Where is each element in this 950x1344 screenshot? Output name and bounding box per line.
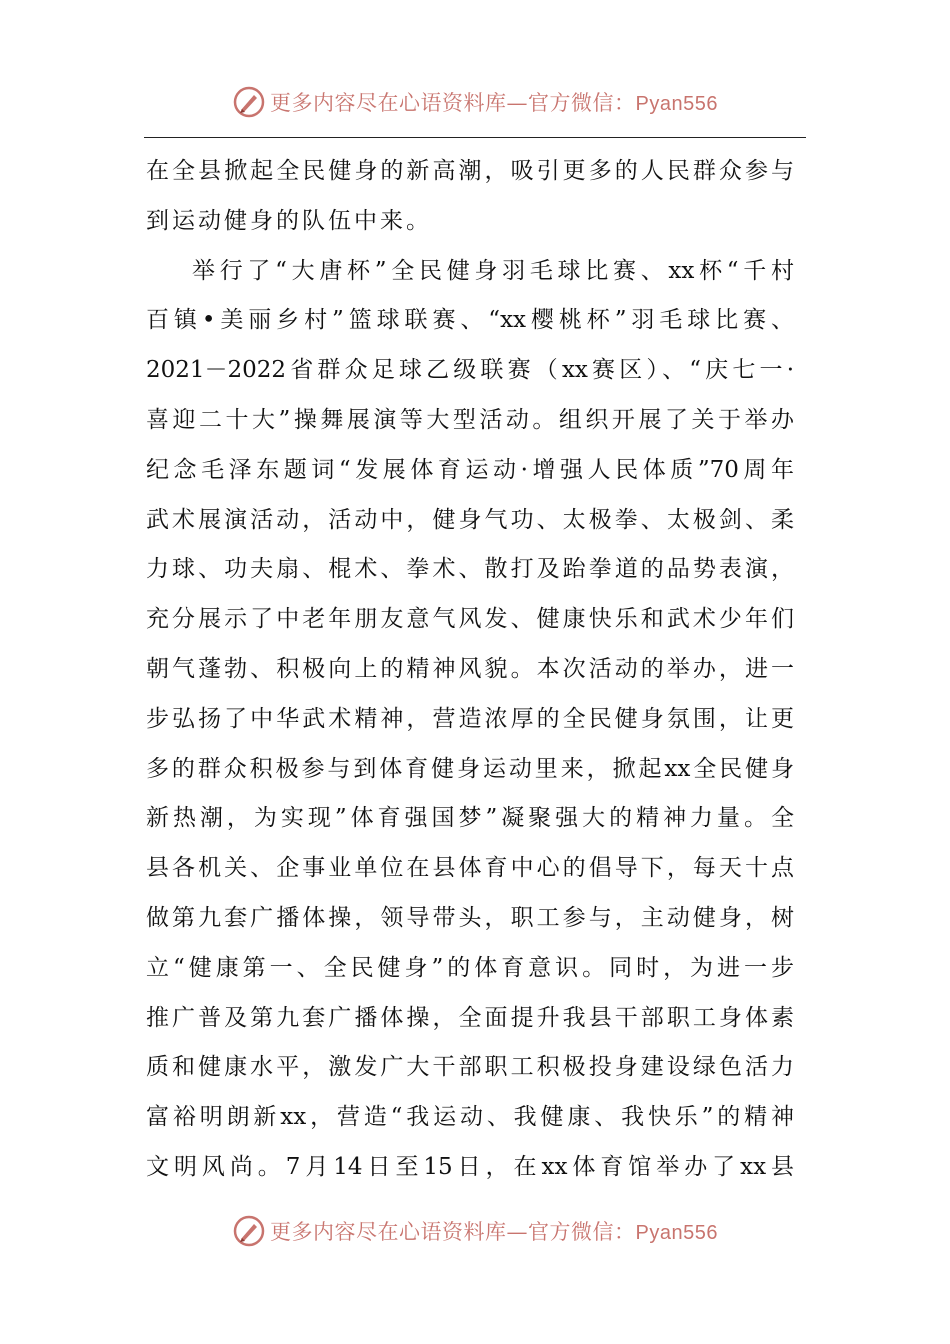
text-line: 百镇•美丽乡村”篮球联赛、“xx樱桃杯”羽毛球比赛、 <box>146 307 794 334</box>
text-line: 力球、功夫扇、棍术、拳术、散打及跆拳道的品势表演， <box>146 556 794 583</box>
paragraph-2 <box>146 247 794 1193</box>
paragraph-1 <box>146 147 794 247</box>
pen-logo-icon <box>232 85 266 119</box>
text-line: 到运动健身的队伍中来。 <box>146 207 432 234</box>
text-line: 喜迎二十大”操舞展演等大型活动。组织开展了关于举办 <box>146 406 794 433</box>
text-line: 朝气蓬勃、积极向上的精神风貌。本次活动的举办，进一 <box>146 655 794 682</box>
text-line: 富裕明朗新xx，营造“我运动、我健康、我快乐”的精神 <box>146 1104 794 1131</box>
text-line: 新热潮，为实现”体育强国梦”凝聚强大的精神力量。全 <box>146 805 794 832</box>
text-line: 推广普及第九套广播体操，全面提升我县干部职工身体素 <box>146 1004 794 1031</box>
header-wechat-id: Pyan556 <box>635 93 718 115</box>
text-line: 在全县掀起全民健身的新高潮，吸引更多的人民群众参与 <box>146 158 794 184</box>
text-line: 县各机关、企事业单位在县体育中心的倡导下，每天十点 <box>146 855 794 882</box>
footer-watermark <box>0 1209 950 1253</box>
text-line: 立“健康第一、全民健身”的体育意识。同时，为进一步 <box>146 954 794 981</box>
header-watermark-text: 更多内容尽在心语资料库—官方微信：Pyan556 <box>270 91 718 115</box>
text-line: 步弘扬了中华武术精神，营造浓厚的全民健身氛围，让更 <box>146 705 794 732</box>
header-watermark <box>0 80 950 124</box>
text-line: 纪念毛泽东题词“发展体育运动·增强人民体质”70周年 <box>146 456 794 483</box>
footer-wechat-id: Pyan556 <box>635 1222 718 1244</box>
text-line: 多的群众积极参与到体育健身运动里来，掀起xx全民健身 <box>146 755 794 782</box>
text-line: 做第九套广播体操，领导带头，职工参与，主动健身，树 <box>146 904 794 931</box>
text-line: 武术展演活动，活动中，健身气功、太极拳、太极剑、柔 <box>146 506 794 533</box>
pen-logo-icon <box>232 1214 266 1248</box>
document-body <box>146 147 794 1193</box>
text-line: 充分展示了中老年朋友意气风发、健康快乐和武术少年们 <box>146 606 794 633</box>
text-line: 举行了“大唐杯”全民健身羽毛球比赛、xx杯“千村 <box>192 257 794 284</box>
text-line: 2021－2022省群众足球乙级联赛（xx赛区）、“庆七一· <box>146 357 794 384</box>
text-line: 文明风尚。7月14日至15日，在xx体育馆举办了xx县 <box>146 1153 794 1180</box>
text-line: 质和健康水平，激发广大干部职工积极投身建设绿色活力 <box>146 1054 794 1081</box>
footer-watermark-text: 更多内容尽在心语资料库—官方微信：Pyan556 <box>270 1220 718 1244</box>
header-divider <box>144 137 806 138</box>
